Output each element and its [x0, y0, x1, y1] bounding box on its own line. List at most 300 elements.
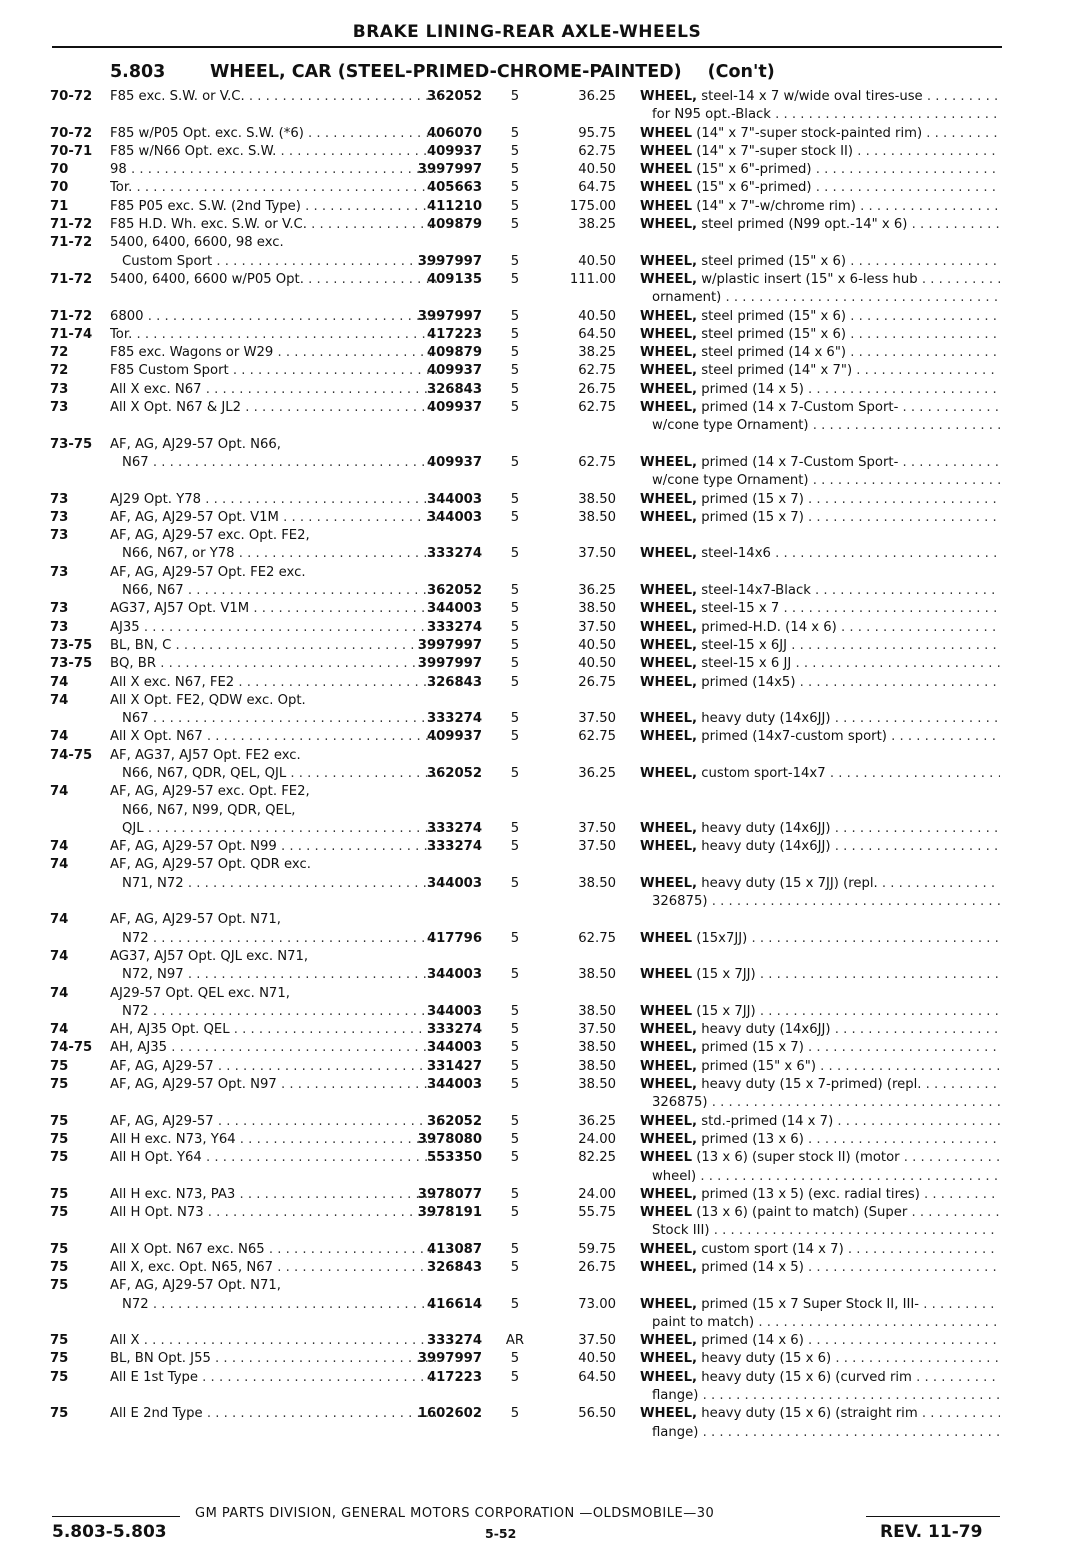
quantity: 5: [510, 967, 520, 983]
quantity: 5: [510, 1022, 520, 1038]
description-text: primed (14 x 6): [701, 1333, 804, 1349]
quantity: 5: [510, 1205, 520, 1221]
description-keyword: WHEEL,: [640, 253, 698, 269]
description-text: (13 x 6) (paint to match) (Super: [696, 1205, 908, 1221]
price: 55.75: [578, 1205, 616, 1221]
quantity: 5: [510, 1040, 520, 1056]
price: 59.75: [578, 1241, 616, 1257]
price: 26.75: [578, 674, 616, 690]
price: 38.50: [578, 1040, 616, 1056]
table-row: [50, 655, 1005, 673]
price: 38.50: [578, 967, 616, 983]
part-number: 333274: [426, 711, 482, 727]
description: [640, 143, 1000, 161]
application: N71, N72 . . .: [110, 875, 442, 893]
description-text: primed (15 x 7 Super Stock II, III-: [701, 1296, 919, 1312]
table-row: [50, 362, 1005, 380]
application: AH, AJ35 . . .: [110, 1039, 442, 1057]
price: 56.50: [578, 1406, 616, 1422]
description-keyword: WHEEL,: [640, 729, 698, 745]
part-number: 3978080: [417, 1131, 482, 1147]
application: All E 1st Type . . .: [110, 1369, 442, 1387]
part-number: 333274: [426, 546, 482, 562]
table-row: [50, 1204, 1005, 1222]
part-number: 333274: [426, 839, 482, 855]
application: Custom Sport . . .: [110, 253, 442, 271]
description: [640, 381, 1000, 399]
footer-publisher: GM PARTS DIVISION, GENERAL MOTORS CORPORATION —OLDSMOBILE—30: [195, 1506, 715, 1521]
price: 62.75: [578, 143, 616, 159]
part-number: 362052: [426, 1113, 482, 1129]
description-keyword: WHEEL,: [640, 1296, 698, 1312]
description-continued: flange) . . .: [640, 1424, 1000, 1442]
model-year: 74-75: [50, 747, 93, 763]
part-number: 333274: [426, 619, 482, 635]
model-year: 75: [50, 1260, 69, 1275]
table-row: [50, 728, 1005, 746]
application: F85 P05 exc. S.W. (2nd Type) . . .: [110, 198, 442, 216]
application: AG37, AJ57 Opt. V1M . . .: [110, 600, 442, 618]
table-row: [50, 143, 1005, 161]
description-continued: w/cone type Ornament) . . .: [640, 472, 1000, 490]
price: 36.25: [578, 1113, 616, 1129]
model-year: 71-72: [50, 217, 93, 233]
description-text: (13 x 6) (super stock II) (motor: [696, 1150, 900, 1166]
table-row: [50, 161, 1005, 179]
application: F85 w/N66 Opt. exc. S.W. . . .: [110, 143, 442, 161]
description-text: std.-primed (14 x 7): [701, 1113, 834, 1129]
price: 64.75: [578, 180, 616, 196]
description-keyword: WHEEL,: [640, 1351, 698, 1367]
price: 62.75: [578, 454, 616, 470]
description: [640, 125, 1000, 143]
model-year: 74: [50, 729, 69, 745]
application: AF, AG37, AJ57 Opt. FE2 exc.: [110, 747, 301, 763]
model-year: 75: [50, 1278, 69, 1294]
model-year: 75: [50, 1406, 69, 1422]
description-text: primed (14x7-custom sport): [701, 729, 887, 745]
part-number: 344003: [426, 1077, 482, 1093]
application: N66, N67, or Y78 . . .: [110, 545, 442, 563]
model-year: 74: [50, 674, 69, 690]
description-keyword: WHEEL,: [640, 1113, 698, 1129]
quantity: 5: [510, 1351, 520, 1367]
quantity: 5: [510, 345, 520, 361]
quantity: 5: [510, 1003, 520, 1019]
model-year: 71-74: [50, 326, 93, 342]
table-row: [50, 1039, 1005, 1057]
table-row: [50, 1076, 1005, 1094]
table-row: [50, 1259, 1005, 1277]
table-row: [50, 253, 1005, 271]
model-year: 73: [50, 381, 69, 397]
quantity: 5: [510, 1296, 520, 1312]
table-row: [50, 637, 1005, 655]
description-keyword: WHEEL,: [640, 89, 698, 104]
part-number: 331427: [426, 1058, 482, 1074]
description-text: primed (15 x 7): [701, 491, 804, 507]
model-year: 71-72: [50, 235, 93, 251]
description-keyword: WHEEL,: [640, 1241, 698, 1257]
description: [640, 216, 1000, 234]
description-text: steel primed (15" x 6): [701, 253, 847, 269]
quantity: 5: [510, 198, 520, 214]
model-year: 73: [50, 564, 69, 580]
part-number: 413087: [426, 1241, 482, 1257]
description-keyword: WHEEL: [640, 967, 693, 983]
description-keyword: WHEEL,: [640, 491, 698, 507]
application: N66, N67, QDR, QEL, QJL . . .: [110, 765, 442, 783]
application: AJ35 . . .: [110, 619, 442, 637]
description: [640, 1003, 1000, 1021]
description-text: steel primed (14 x 6"): [701, 345, 847, 361]
part-number: 409937: [426, 729, 482, 745]
application: BL, BN, C . . .: [110, 637, 442, 655]
price: 40.50: [578, 637, 616, 653]
description-text: steel-14x6: [701, 546, 771, 562]
table-row: [50, 88, 1005, 106]
quantity: 5: [510, 1369, 520, 1385]
quantity: 5: [510, 930, 520, 946]
table-row: [50, 966, 1005, 984]
application: All H exc. N73, PA3 . . .: [110, 1186, 442, 1204]
quantity: 5: [510, 1150, 520, 1166]
description-keyword: WHEEL,: [640, 1131, 698, 1147]
application: AJ29-57 Opt. QEL exc. N71,: [110, 985, 290, 1001]
description-keyword: WHEEL: [640, 180, 693, 196]
section-heading: [110, 60, 1010, 84]
model-year: 75: [50, 1333, 69, 1349]
description: [640, 728, 1000, 746]
model-year: 75: [50, 1131, 69, 1147]
description: [640, 491, 1000, 509]
price: 40.50: [578, 162, 616, 178]
description: [640, 600, 1000, 618]
price: 36.25: [578, 583, 616, 599]
description: [640, 1204, 1000, 1222]
description-keyword: WHEEL,: [640, 345, 698, 361]
description-text: primed (14 x 5): [701, 1260, 804, 1275]
price: 26.75: [578, 1260, 616, 1275]
application: F85 exc. S.W. or V.C. . . .: [110, 88, 442, 106]
description-text: heavy duty (14x6JJ): [701, 839, 831, 855]
quantity: 5: [510, 820, 520, 836]
description-keyword: WHEEL,: [640, 674, 698, 690]
quantity: 5: [510, 1077, 520, 1093]
model-year: 73: [50, 491, 69, 507]
application: AF, AG, AJ29-57 . . .: [110, 1113, 442, 1131]
description-text: (15 x 7JJ): [696, 967, 756, 983]
table-row: [50, 234, 1005, 252]
description-text: steel primed (15" x 6): [701, 326, 847, 342]
price: 62.75: [578, 930, 616, 946]
part-number: 409937: [426, 400, 482, 416]
description-keyword: WHEEL,: [640, 820, 698, 836]
table-row: [50, 893, 1005, 911]
application: AF, AG, AJ29-57 Opt. QDR exc.: [110, 857, 311, 873]
application: All X, exc. Opt. N65, N67 . . .: [110, 1259, 442, 1277]
quantity: 5: [510, 363, 520, 379]
price: 40.50: [578, 656, 616, 672]
description-keyword: WHEEL,: [640, 1369, 698, 1385]
part-number: 344003: [426, 1040, 482, 1056]
description-text: (15x7JJ): [696, 930, 748, 946]
revision-date: REV. 11-79: [880, 1522, 983, 1542]
table-row: [50, 125, 1005, 143]
table-row: [50, 619, 1005, 637]
model-year: 73-75: [50, 637, 93, 653]
application: All X Opt. N67 & JL2 . . .: [110, 399, 442, 417]
model-year: 74: [50, 857, 69, 873]
description: [640, 399, 1000, 417]
model-year: 74: [50, 1022, 69, 1038]
part-number: 3997997: [417, 308, 482, 324]
page-header: [52, 20, 1002, 48]
description-keyword: WHEEL: [640, 125, 693, 141]
table-row: [50, 545, 1005, 563]
part-number: 411210: [426, 198, 482, 214]
part-number: 326843: [426, 1260, 482, 1275]
quantity: 5: [510, 217, 520, 233]
quantity: 5: [510, 381, 520, 397]
description-text: steel-14 x 7 w/wide oval tires-use: [701, 89, 923, 104]
quantity: 5: [510, 674, 520, 690]
price: 38.50: [578, 601, 616, 617]
quantity: 5: [510, 1260, 520, 1275]
quantity: 5: [510, 729, 520, 745]
application: BL, BN Opt. J55 . . .: [110, 1350, 442, 1368]
description: [640, 1021, 1000, 1039]
table-row: [50, 856, 1005, 874]
quantity: 5: [510, 839, 520, 855]
part-number: 409135: [426, 271, 482, 287]
part-number: 417223: [426, 1369, 482, 1385]
description-text: steel primed (N99 opt.-14" x 6): [701, 217, 908, 233]
quantity: 5: [510, 619, 520, 635]
model-year: 74: [50, 948, 69, 964]
table-row: [50, 674, 1005, 692]
part-number: 417223: [426, 326, 482, 342]
model-year: 73-75: [50, 656, 93, 672]
description-keyword: WHEEL,: [640, 765, 698, 781]
price: 64.50: [578, 326, 616, 342]
table-row: [50, 436, 1005, 454]
model-year: 75: [50, 1186, 69, 1202]
application: F85 H.D. Wh. exc. S.W. or V.C. . . .: [110, 216, 442, 234]
application: All H Opt. Y64 . . .: [110, 1149, 442, 1167]
part-number: 333274: [426, 820, 482, 836]
part-number: 3978077: [417, 1186, 482, 1202]
model-year: 75: [50, 1058, 69, 1074]
description: [640, 1259, 1000, 1277]
model-year: 74: [50, 784, 69, 800]
table-row: [50, 326, 1005, 344]
description-text: custom sport-14x7: [701, 765, 826, 781]
quantity: AR: [505, 1333, 525, 1349]
part-number: 344003: [426, 491, 482, 507]
table-row: [50, 1003, 1005, 1021]
description-keyword: WHEEL,: [640, 454, 698, 470]
model-year: 75: [50, 1205, 69, 1221]
price: 37.50: [578, 1022, 616, 1038]
model-year: 74: [50, 912, 69, 928]
application: AG37, AJ57 Opt. QJL exc. N71,: [110, 948, 309, 964]
application: N66, N67, N99, QDR, QEL,: [122, 802, 296, 818]
model-year: 73-75: [50, 436, 93, 452]
part-number: 344003: [426, 509, 482, 525]
application: QJL . . .: [110, 820, 442, 838]
table-row: [50, 509, 1005, 527]
quantity: 5: [510, 1241, 520, 1257]
application: All X exc. N67, FE2 . . .: [110, 674, 442, 692]
price: 62.75: [578, 400, 616, 416]
description-text: heavy duty (15 x 6) (curved rim: [701, 1369, 912, 1385]
table-row: [50, 710, 1005, 728]
price: 111.00: [569, 271, 616, 287]
part-number: 3997997: [417, 637, 482, 653]
description-continued: for N95 opt.-Black . . .: [640, 106, 1000, 124]
price: 82.25: [578, 1150, 616, 1166]
model-year: 75: [50, 1113, 69, 1129]
description-text: primed (13 x 5) (exc. radial tires): [701, 1186, 920, 1202]
description-text: steel-15 x 6JJ: [701, 637, 788, 653]
table-row: [50, 417, 1005, 435]
quantity: 5: [510, 143, 520, 159]
model-year: 71: [50, 198, 69, 214]
description-text: primed (14x5): [701, 674, 796, 690]
description-keyword: WHEEL,: [640, 1040, 698, 1056]
table-row: [50, 491, 1005, 509]
part-number: 344003: [426, 875, 482, 891]
application: AF, AG, AJ29-57 Opt. N99 . . .: [110, 838, 442, 856]
description: [640, 820, 1000, 838]
description: [640, 362, 1000, 380]
description: [640, 1241, 1000, 1259]
application: N72, N97 . . .: [110, 966, 442, 984]
description-keyword: WHEEL,: [640, 1186, 698, 1202]
description: [640, 765, 1000, 783]
description: [640, 1039, 1000, 1057]
description: [640, 344, 1000, 362]
model-year: 70: [50, 180, 69, 196]
description-keyword: WHEEL: [640, 1205, 693, 1221]
application: F85 w/P05 Opt. exc. S.W. (*6) . . .: [110, 125, 442, 143]
price: 62.75: [578, 729, 616, 745]
application: Tor. . . .: [110, 326, 442, 344]
description-keyword: WHEEL,: [640, 400, 698, 416]
quantity: 5: [510, 583, 520, 599]
description: [640, 875, 1000, 893]
price: 37.50: [578, 711, 616, 727]
description-keyword: WHEEL,: [640, 1058, 698, 1074]
description-keyword: WHEEL,: [640, 619, 698, 635]
price: 40.50: [578, 253, 616, 269]
description: [640, 1350, 1000, 1368]
part-number: 344003: [426, 1003, 482, 1019]
description-text: primed (15" x 6"): [701, 1058, 816, 1074]
quantity: 5: [510, 180, 520, 196]
description-text: primed (14 x 7-Custom Sport-: [701, 400, 899, 416]
model-year: 70-71: [50, 143, 93, 159]
quantity: 5: [510, 400, 520, 416]
description-keyword: WHEEL: [640, 1150, 693, 1166]
table-row: [50, 1113, 1005, 1131]
application: AF, AG, AJ29-57 . . .: [110, 1058, 442, 1076]
price: 73.00: [578, 1296, 616, 1312]
quantity: 5: [510, 271, 520, 287]
application: N67 . . .: [110, 710, 442, 728]
application: N72 . . .: [110, 930, 442, 948]
price: 38.50: [578, 509, 616, 525]
quantity: 5: [510, 1058, 520, 1074]
table-row: [50, 582, 1005, 600]
part-number: 362052: [426, 583, 482, 599]
section-number: 5.803: [110, 62, 166, 82]
application: AF, AG, AJ29-57 exc. Opt. FE2,: [110, 784, 310, 800]
description-keyword: WHEEL,: [640, 271, 698, 287]
table-row: [50, 1168, 1005, 1186]
application: F85 exc. Wagons or W29 . . .: [110, 344, 442, 362]
part-number: 409937: [426, 363, 482, 379]
table-row: [50, 1149, 1005, 1167]
table-row: [50, 271, 1005, 289]
description: [640, 966, 1000, 984]
description: [640, 637, 1000, 655]
model-year: 70-72: [50, 125, 93, 141]
table-row: [50, 820, 1005, 838]
application: AF, AG, AJ29-57 Opt. N71,: [110, 1278, 281, 1294]
part-number: 409937: [426, 454, 482, 470]
table-row: [50, 1131, 1005, 1149]
description: [640, 1076, 1000, 1094]
description-text: heavy duty (15 x 7JJ) (repl.: [701, 875, 878, 891]
description-keyword: WHEEL,: [640, 583, 698, 599]
description-keyword: WHEEL: [640, 1003, 693, 1019]
table-row: [50, 289, 1005, 307]
model-year: 75: [50, 1351, 69, 1367]
part-number: 3997997: [417, 1351, 482, 1367]
table-row: [50, 1058, 1005, 1076]
price: 37.50: [578, 546, 616, 562]
model-year: 74: [50, 985, 69, 1001]
application: 98 . . .: [110, 161, 442, 179]
table-row: [50, 399, 1005, 417]
table-row: [50, 106, 1005, 124]
application: All X Opt. N67 exc. N65 . . .: [110, 1241, 442, 1259]
table-row: [50, 765, 1005, 783]
price: 95.75: [578, 125, 616, 141]
application: 5400, 6400, 6600 w/P05 Opt. . . .: [110, 271, 442, 289]
table-row: [50, 179, 1005, 197]
description-text: steel-14x7-Black: [701, 583, 811, 599]
table-row: [50, 1387, 1005, 1405]
description: [640, 88, 1000, 106]
description-keyword: WHEEL,: [640, 381, 698, 397]
table-row: [50, 472, 1005, 490]
description: [640, 582, 1000, 600]
description-keyword: WHEEL,: [640, 326, 698, 342]
description-text: (14" x 7"-super stock II): [696, 143, 854, 159]
description: [640, 509, 1000, 527]
part-number: 326843: [426, 674, 482, 690]
price: 64.50: [578, 1369, 616, 1385]
description-keyword: WHEEL,: [640, 1260, 698, 1275]
table-row: [50, 875, 1005, 893]
price: 40.50: [578, 308, 616, 324]
description-text: heavy duty (14x6JJ): [701, 711, 831, 727]
description-keyword: WHEEL,: [640, 363, 698, 379]
description: [640, 1113, 1000, 1131]
